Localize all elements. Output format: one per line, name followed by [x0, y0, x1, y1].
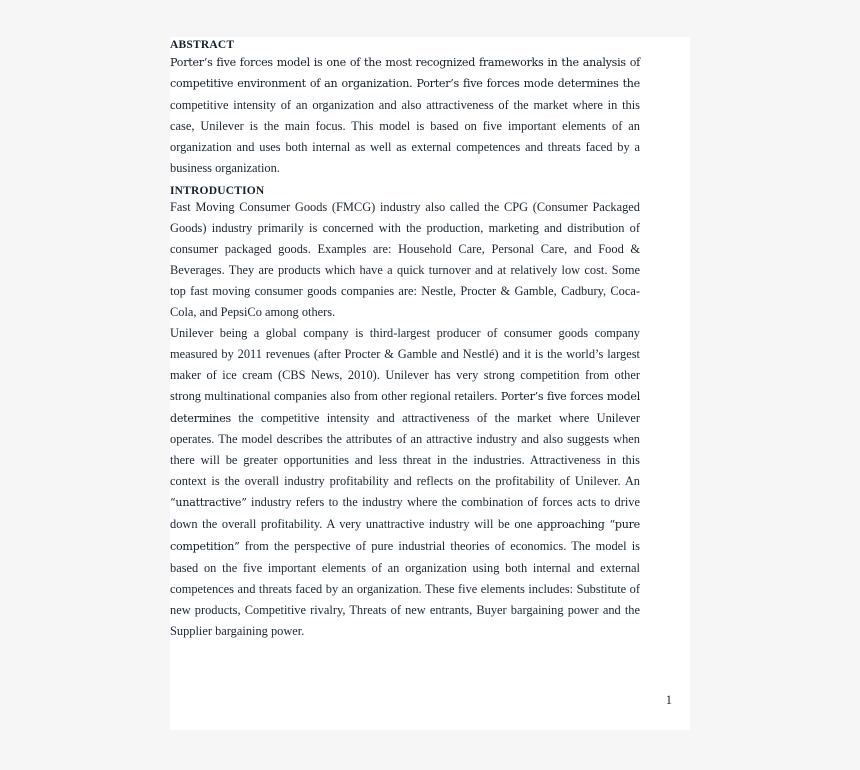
page-number: 1	[665, 693, 672, 707]
intro-p2-segment-4: from the perspective of pure industrial theories of economics. The model is based on the five important elements of an organization using both internal and external competences and threats faced by an organization. These five elements includes: Substitute of new products, Competitive rivalry, Threats of new entrants, Buyer bargaining power and the Supplier bargaining power.	[170, 538, 640, 638]
intro-p2-emphasis-porters-model: Porter’s five forces model determines	[170, 389, 640, 425]
intro-p2-emphasis-pure-competition: approaching “pure competition”	[170, 518, 640, 553]
abstract-heading: ABSTRACT	[170, 39, 235, 51]
intro-p2-segment-3: industry refers to the industry where the combination of forces acts to drive down the overall profitability. A very unattractive industry will be one	[170, 495, 640, 532]
intro-p2-segment-2: the competitive intensity and attractiveness of the market where Unilever operates. The model describes the attributes of an attractive industry and also suggests when there will be greater opportunities and less threat in the industries. Attractiveness in this context is the overall industry profitability and reflects on the profitability of Unilever. An	[170, 410, 640, 489]
introduction-heading: INTRODUCTION	[170, 184, 265, 197]
abstract-paragraph	[170, 52, 640, 179]
document-page	[170, 37, 690, 730]
abstract-lead-text: Porter’s five forces model is one of the most recognized frameworks in the analysis of competitive environment of an organization. Porter’s five forces mode determines the	[170, 55, 640, 91]
introduction-paragraph-2	[170, 323, 640, 642]
page-content-area	[170, 37, 640, 641]
intro-p2-emphasis-unattractive: “unattractive”	[170, 496, 247, 510]
intro-p2-segment-1: Unilever being a global company is third-largest producer of consumer goods company measured by 2011 revenues (after Procter & Gamble and Nestlé) and it is the world’s largest maker of ice cream (CBS News, 2010). Unilever has very strong competition from other strong multinational companies also from other regional retailers.	[170, 325, 640, 403]
abstract-rest-text: competitive intensity of an organization and also attractiveness of the market where in this case, Unilever is the main focus. This model is based on five important elements of an organization and uses both internal as well as external competences and threats faced by a business organization.	[170, 98, 640, 176]
introduction-paragraph-1: Fast Moving Consumer Goods (FMCG) industry also called the CPG (Consumer Packaged Goods) industry primarily is concerned with the production, marketing and distribution of consumer packaged goods. Examples are: Household Care, Personal Care, and Food & Beverages. They are products which have a quick turnover and at relatively low cost. Some top fast moving consumer goods companies are: Nestle, Procter & Gamble, Cadbury, Coca-Cola, and PepsiCo among others.	[170, 200, 640, 319]
